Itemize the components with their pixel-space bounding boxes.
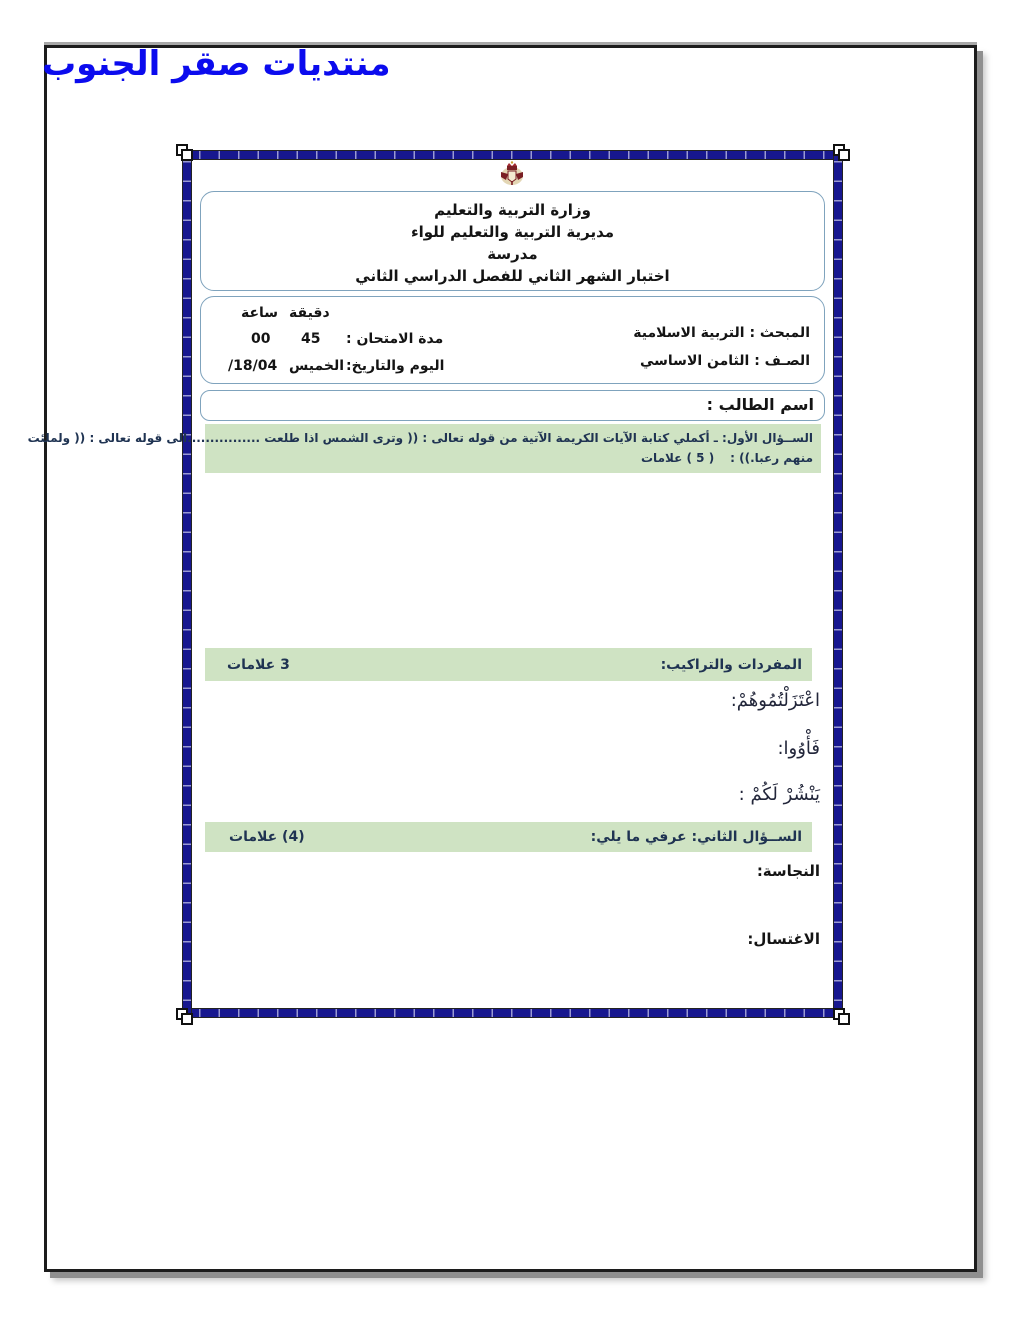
vocab-title: المفردات والتراكيب: [660,656,802,673]
frame-bar-right [833,149,843,1019]
directorate-line: مديرية التربية والتعليم للواء [410,223,615,241]
exam-info-box [200,296,825,384]
header-box [200,191,825,291]
student-name-box [200,390,825,421]
student-name-label: اسم الطالب : [706,395,814,414]
date-value: 18/04/ [228,358,278,374]
duration-label: مدة الامتحان : [346,331,444,347]
question1-text: الســؤال الأول: ـ أكملي كتابة الآيات الكريمة الآتية من قوله تعالى : (( وترى الشمس اذا طلعت ................الى قوله تعالى : (( ولملئت [27,431,813,445]
frame-corner-mark-icon [176,1008,192,1024]
question1-marks: ( 5 ) علامات [641,451,715,465]
forum-watermark: منتديات صقر الجنوب [42,44,391,84]
question2-title: الســؤال الثاني: عرفي ما يلي: [590,829,802,845]
vocab-word-1: اعْتَزَلْتُمُوهُمْ: [730,690,820,711]
duration-minutes-value: 45 [301,331,321,347]
question1-band [27,424,821,473]
frame-corner-mark-icon [833,1008,849,1024]
define-term-najasa: النجاسة: [756,862,820,880]
minutes-column-header: دقيقة [289,305,330,321]
define-term-ightisal: الاغتسال: [747,930,820,948]
frame-bar-bottom [181,1008,844,1018]
frame-corner-mark-icon [833,144,849,160]
vocab-word-3: يَنْشُرْ لَكُمْ : [738,784,820,805]
vocab-band [205,648,812,681]
day-value: الخميس [289,358,345,374]
frame-bar-left [182,149,192,1019]
frame-corner-mark-icon [176,144,192,160]
question1-text-continued: منهم رعبا.)) : [730,451,813,465]
jordan-emblem-icon [498,160,526,188]
duration-hours-value: 00 [251,331,271,347]
frame-bar-top [181,150,844,160]
vocab-word-2: فَأْوُوا: [777,738,820,759]
vocab-marks: 3 علامات [227,656,290,673]
school-line: مدرسة [487,245,538,263]
question2-marks: (4) علامات [229,829,305,845]
grade-label: الصـف : الثامن الاساسي [639,353,810,369]
exam-title-line: اختبار الشهر الثاني للفصل الدراسي الثاني [355,267,670,285]
subject-label: المبحث : التربية الاسلامية [633,325,810,341]
date-label: اليوم والتاريخ: [346,358,445,374]
question2-band [205,822,812,852]
ministry-line: وزارة التربية والتعليم [434,201,591,219]
hours-column-header: ساعة [241,305,279,321]
